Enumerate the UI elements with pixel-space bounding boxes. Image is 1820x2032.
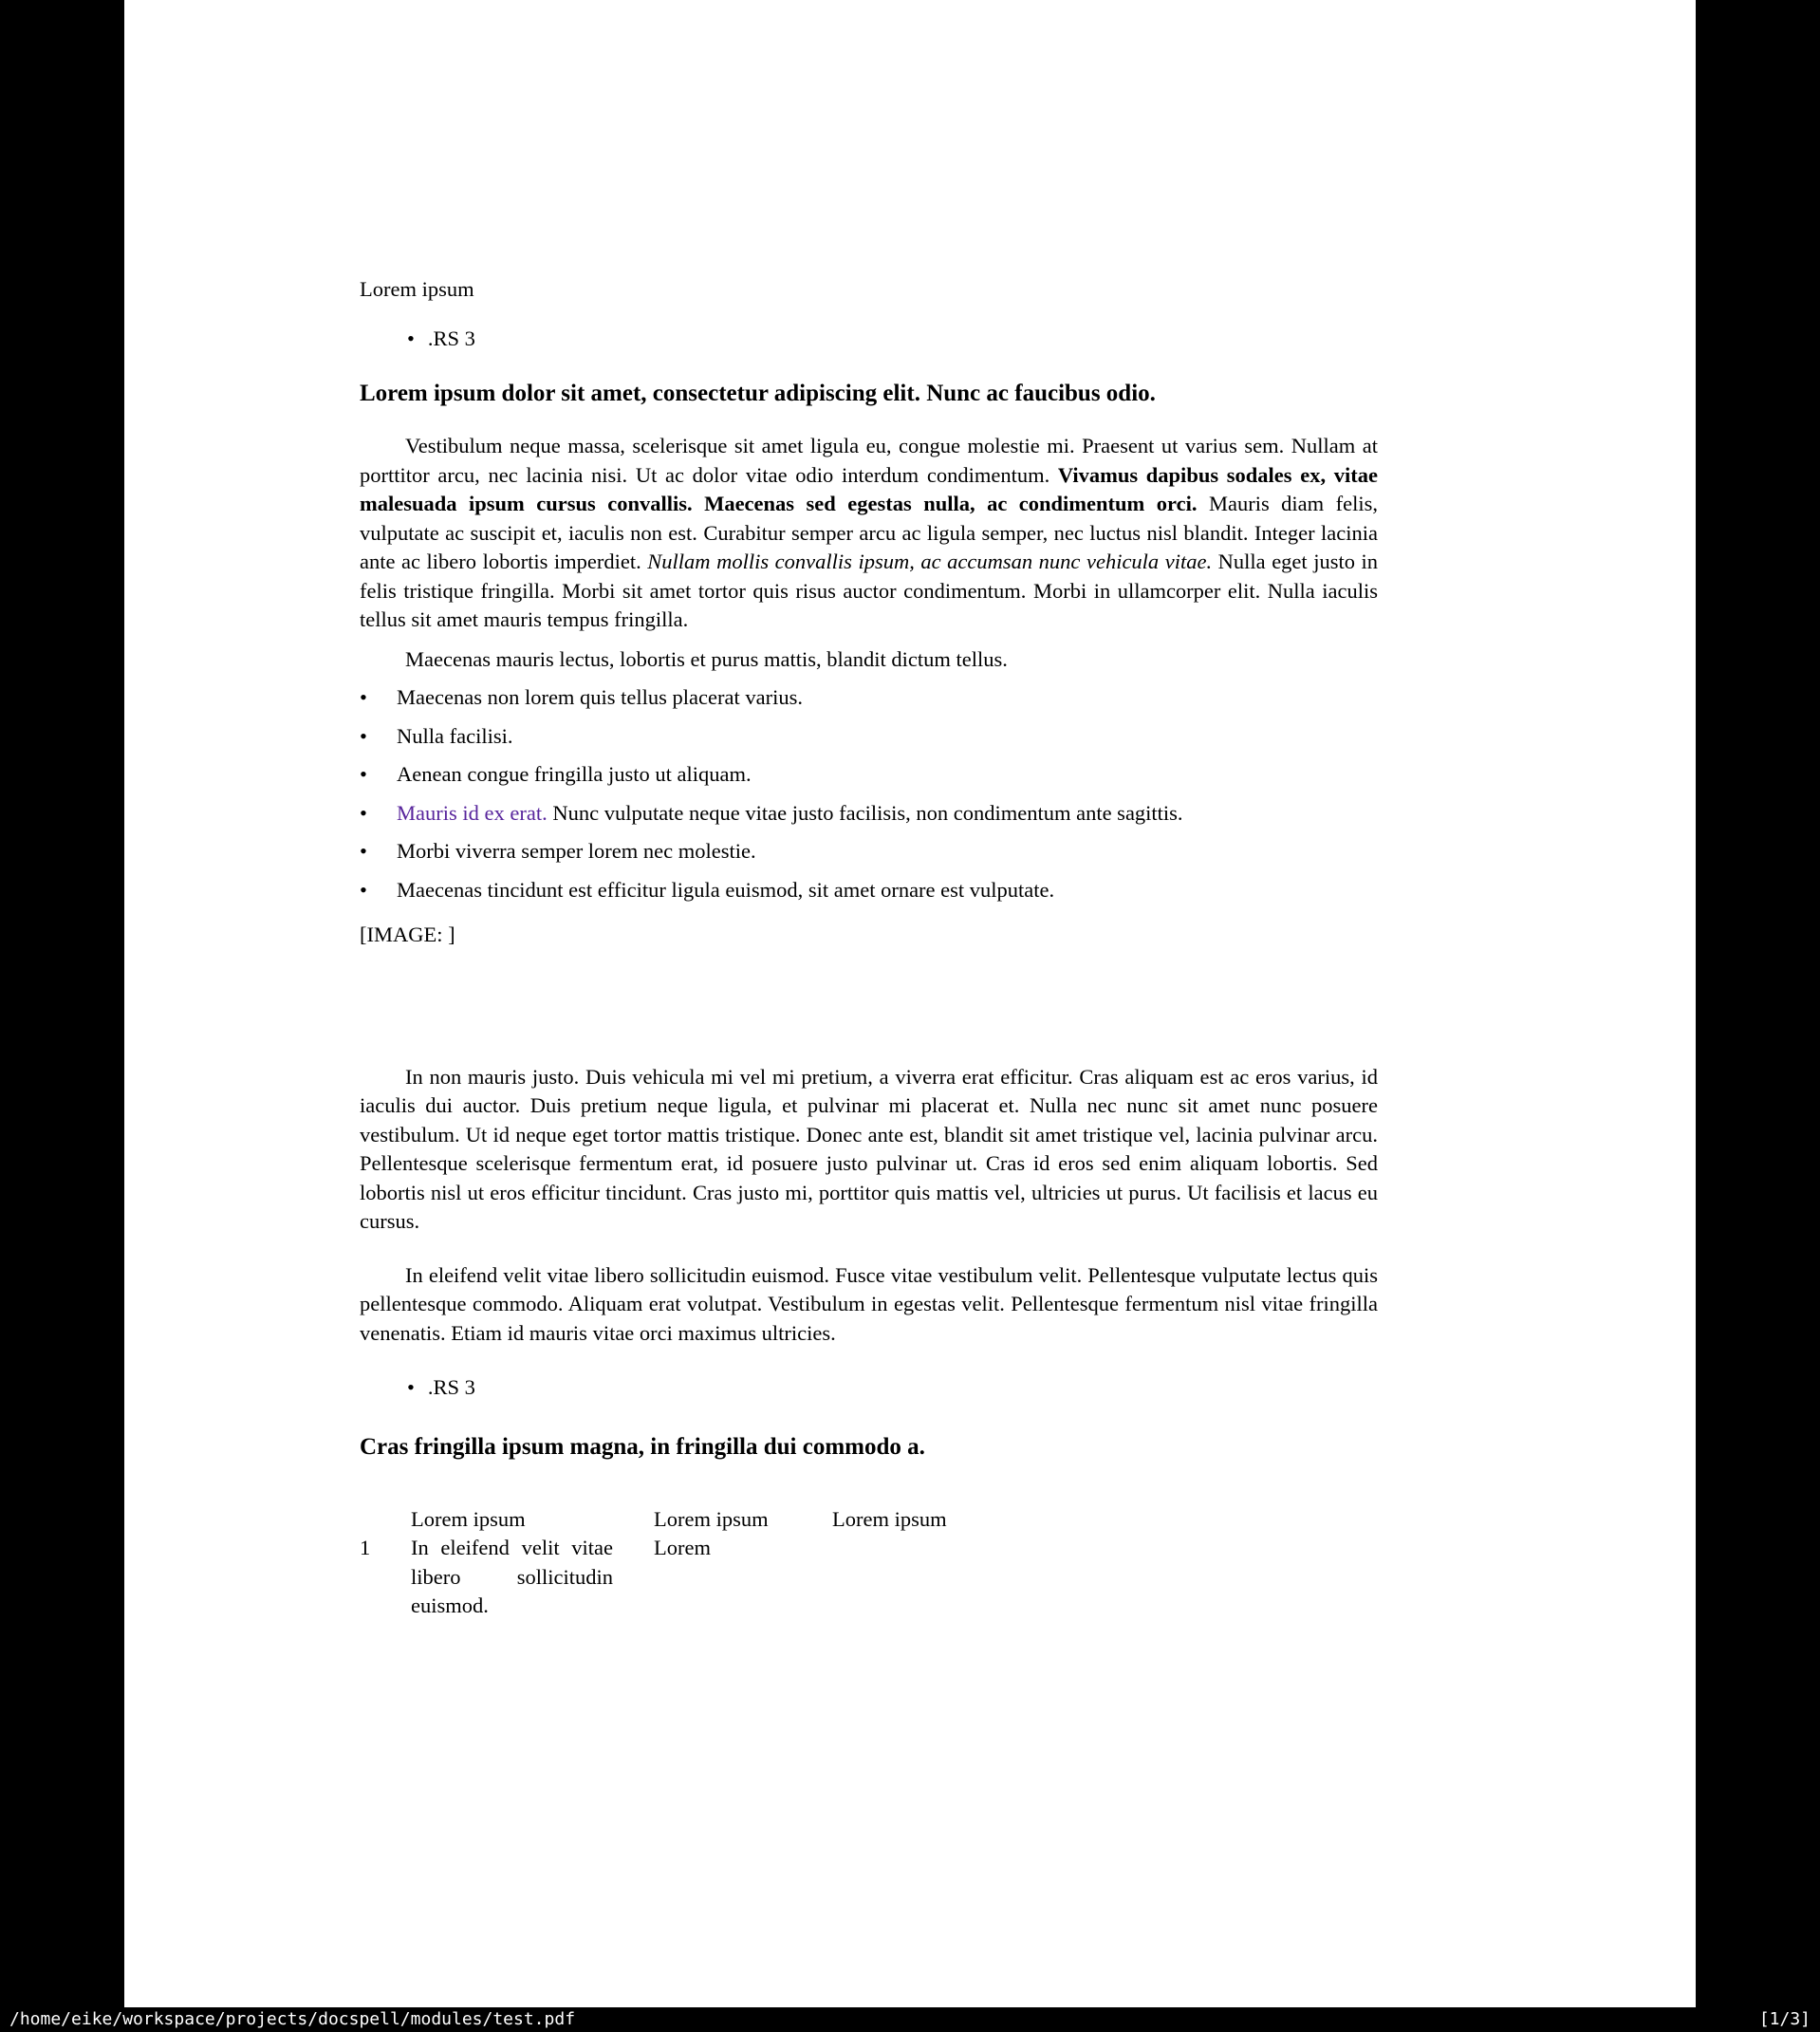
paragraph-1-text-a: Vestibulum neque massa, scelerisque sit amet ligula eu, congue molestie mi. Praesent ut varius sem. Nullam at porttitor arcu, nec lacinia nisi. Ut ac dolor vitae odio interdum condimentum. xyxy=(360,434,1378,487)
list-item xyxy=(360,876,1378,905)
bold-run: Vivamus dapibus sodales ex, vitae malesuada ipsum cursus convallis. Maecenas sed egestas nulla, ac condimentum orci. xyxy=(360,462,1379,515)
page-indicator: [1/3] xyxy=(1758,2009,1811,2029)
list-item xyxy=(360,683,1378,713)
lead-paragraph: Maecenas mauris lectus, lobortis et purus mattis, blandit dictum tellus. xyxy=(405,646,1008,671)
rs-item-text: .RS 3 xyxy=(427,326,475,350)
table-cell: Lorem xyxy=(654,1536,711,1559)
rs-bullet-item xyxy=(407,325,1378,354)
list-item-text: Morbi viverra semper lorem nec molestie. xyxy=(397,839,756,863)
list-item-text-rest: Nunc vulputate neque vitae justo facilisis, non condimentum ante sagittis. xyxy=(552,800,1183,825)
list-item-text: Aenean congue fringilla justo ut aliquam. xyxy=(397,762,752,786)
table-corner-cell xyxy=(360,1505,411,1535)
list-item xyxy=(360,722,1378,752)
bullet-icon: • xyxy=(360,723,367,748)
status-bar xyxy=(0,2007,1820,2032)
italic-run: Nullam mollis convallis ipsum, ac accumsan nunc vehicula vitae. xyxy=(647,550,1213,573)
list-item-text: Maecenas non lorem quis tellus placerat varius. xyxy=(397,685,803,709)
section-heading-1: Lorem ipsum dolor sit amet, consectetur adipiscing elit. Nunc ac faucibus odio. xyxy=(360,381,1156,406)
bullet-icon: • xyxy=(407,326,415,350)
bullet-icon: • xyxy=(360,685,367,709)
bullet-icon: • xyxy=(360,800,367,825)
list-item xyxy=(360,799,1378,829)
bullet-icon: • xyxy=(407,1375,415,1399)
table-cell: In eleifend velit vitae libero sollicitudin euismod. xyxy=(411,1536,613,1617)
file-path: /home/eike/workspace/projects/docspell/modules/test.pdf xyxy=(9,2009,576,2029)
section-heading-2: Cras fringilla ipsum magna, in fringilla dui commodo a. xyxy=(360,1433,925,1460)
list-item xyxy=(360,760,1378,790)
table-cell xyxy=(832,1534,975,1621)
list-item-text xyxy=(397,799,1183,829)
image-placeholder: [IMAGE: ] xyxy=(360,923,455,946)
paragraph-1-text-c: Nulla eget justo in felis tristique fringilla. Morbi sit amet tortor quis risus auctor condimentum. Morbi in ullamcorper elit. Nulla iaculis tellus sit amet mauris tempus fringilla. xyxy=(360,550,1379,631)
list-item xyxy=(360,837,1378,867)
table-header-cell: Lorem ipsum xyxy=(832,1506,947,1531)
table-header-row xyxy=(360,1505,975,1535)
paragraph-1 xyxy=(360,432,1378,635)
list-item-text: Maecenas tincidunt est efficitur ligula euismod, sit amet ornare est vulputate. xyxy=(397,877,1055,902)
inline-link[interactable]: Mauris id ex erat. xyxy=(397,800,548,825)
rs-bullet-item xyxy=(407,1373,1378,1403)
bullet-icon: • xyxy=(360,762,367,786)
table-cell-num: 1 xyxy=(360,1536,371,1559)
data-table xyxy=(360,1505,975,1621)
document-content xyxy=(360,275,1378,1621)
table-header-cell: Lorem ipsum xyxy=(654,1506,769,1531)
rs-item-text: .RS 3 xyxy=(427,1375,475,1399)
table-row xyxy=(360,1534,975,1621)
intro-line: Lorem ipsum xyxy=(360,277,474,301)
paragraph-1-text-b: Mauris diam felis, vulputate ac suscipit et, iaculis non est. Curabitur semper arcu ac ligula semper, nec luctus nisl blandit. Integer lacinia ante ac libero lobortis imperdiet. xyxy=(360,492,1378,573)
table-header-cell: Lorem ipsum xyxy=(411,1506,526,1531)
pdf-page[interactable] xyxy=(124,0,1696,2007)
bullet-icon: • xyxy=(360,839,367,863)
bullet-icon: • xyxy=(360,877,367,902)
bullet-list xyxy=(360,683,1378,904)
paragraph-2: In non mauris justo. Duis vehicula mi vel mi pretium, a viverra erat efficitur. Cras aliquam est ac eros varius, id iaculis dui auctor. Duis pretium neque ligula, et pulvinar mi placerat et. Nulla nec nunc sit amet nunc posuere vestibulum. Ut id neque eget tortor mattis tristique. Donec ante est, blandit sit amet tristique vel, lacinia pulvinar arcu. Pellentesque scelerisque fermentum erat, id posuere justo pulvinar ut. Cras id eros sed enim aliquam lobortis. Sed lobortis nisl ut eros efficitur tincidunt. Cras justo mi, porttitor quis mattis vel, ultricies ut purus. Ut facilisis et lacus eu cursus. xyxy=(360,1064,1378,1233)
paragraph-3: In eleifend velit vitae libero sollicitudin euismod. Fusce vitae vestibulum velit. Pellentesque vulputate lectus quis pellentesque commodo. Aliquam erat volutpat. Vestibulum in egestas velit. Pellentesque fermentum nisl vitae fringilla venenatis. Etiam id mauris vitae orci maximus ultricies. xyxy=(360,1262,1378,1345)
list-item-text: Nulla facilisi. xyxy=(397,723,513,748)
